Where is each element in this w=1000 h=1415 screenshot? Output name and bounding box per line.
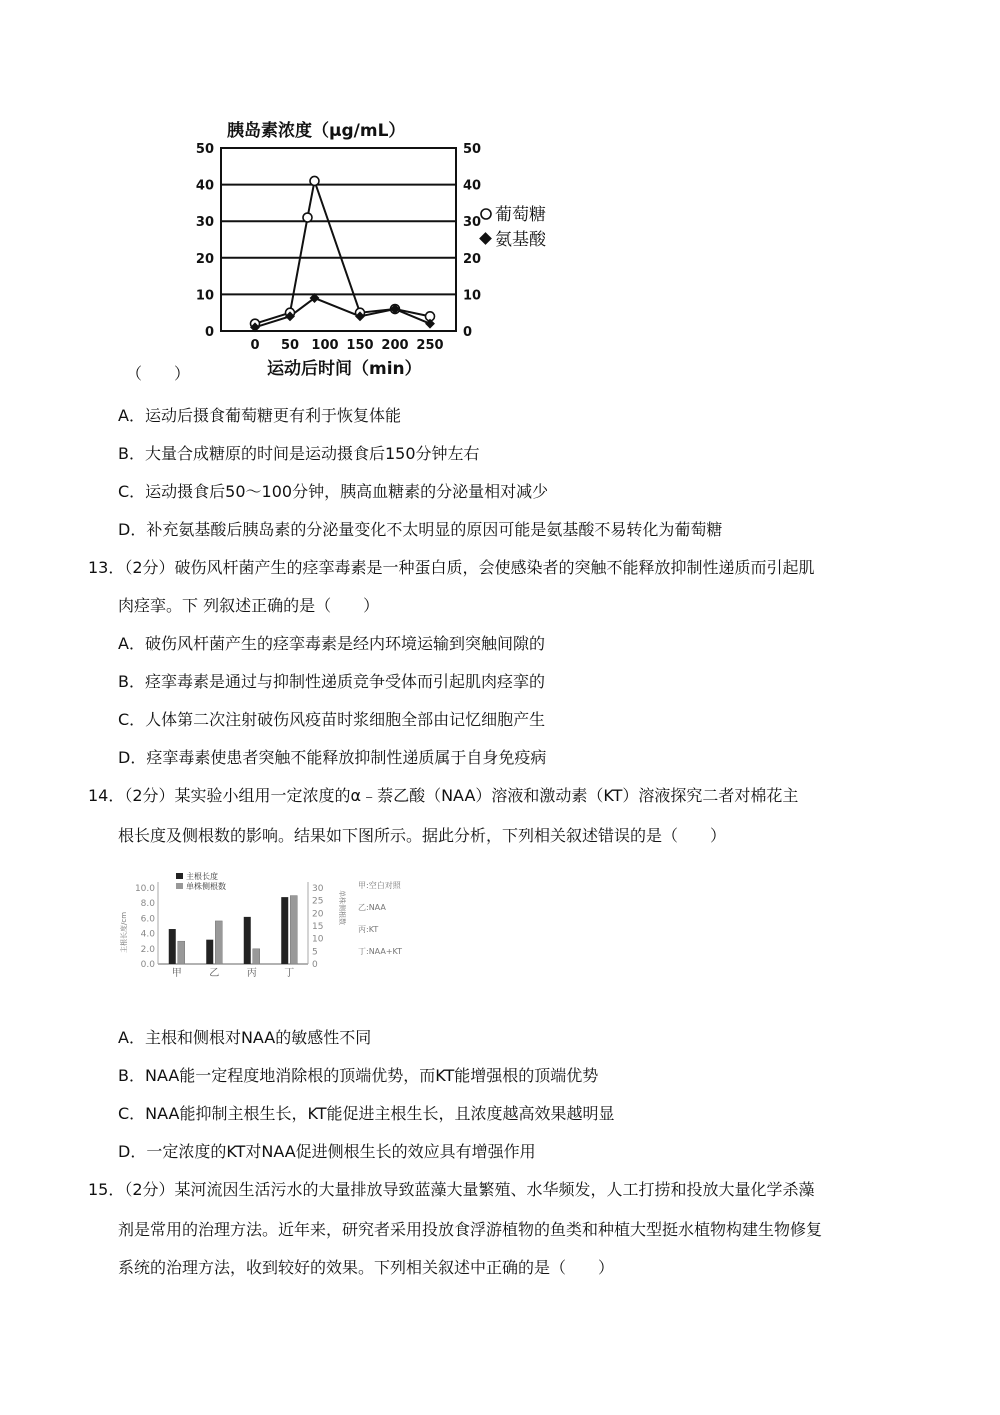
root-bar-chart bbox=[118, 868, 448, 993]
chart2-y-tick-label: 10.0 bbox=[134, 884, 155, 894]
legend-main-root-label: 主根长度 bbox=[186, 872, 218, 881]
main-root-bar bbox=[206, 940, 213, 964]
q13-option-b: B．痉挛毒素是通过与抑制性递质竞争受体而引起肌肉痉挛的 bbox=[118, 672, 545, 691]
chart2-x-tick-label: 丙 bbox=[246, 968, 257, 979]
chart2-y-tick-label-right: 15 bbox=[312, 922, 324, 932]
chart2-x-tick-label: 甲 bbox=[171, 968, 182, 979]
q13-option-c: C．人体第二次注射破伤风疫苗时浆细胞全部由记忆细胞产生 bbox=[118, 710, 546, 729]
q15-stem-line2: 剂是常用的治理方法。近年来，研究者采用投放食浮游植物的鱼类和种植大型挺水植物构建生物修复 bbox=[118, 1220, 823, 1239]
chart2-y-tick-label: 2.0 bbox=[140, 944, 155, 955]
amino-series-line bbox=[255, 298, 430, 327]
chart1-y-tick-label: 0 bbox=[204, 325, 214, 340]
legend-amino-marker bbox=[479, 232, 492, 245]
chart1-y-tick-label-right: 10 bbox=[463, 288, 482, 304]
q14-option-b: B．NAA能一定程度地消除根的顶端优势，而KT能增强根的顶端优势 bbox=[118, 1066, 599, 1085]
chart1-frame bbox=[221, 148, 456, 331]
chart2-legend bbox=[176, 871, 226, 891]
legend-lateral-root-label: 单株侧根数 bbox=[186, 882, 226, 891]
chart2-x-tick-label: 乙 bbox=[209, 968, 220, 979]
chart1-x-tick-label: 250 bbox=[416, 338, 444, 353]
chart1-x-tick-label: 50 bbox=[280, 338, 300, 353]
chart1-title: 胰岛素浓度（μg/mL） bbox=[227, 121, 406, 141]
legend-glucose-marker bbox=[481, 209, 491, 219]
legend-amino-label: 氨基酸 bbox=[495, 230, 546, 250]
chart2-y-ticks-right bbox=[312, 884, 324, 970]
q12-option-c: C．运动摄食后50〜100分钟，胰高血糖素的分泌量相对减少 bbox=[118, 482, 549, 501]
chart1-x-tick-label: 200 bbox=[381, 338, 409, 353]
q13-stem-line1: 13．（2分）破伤风杆菌产生的痉挛毒素是一种蛋白质，会使感染者的突触不能释放抑制性递质而引起肌 bbox=[88, 558, 815, 577]
chart1-y-tick-label-right: 40 bbox=[463, 178, 482, 194]
chart2-group-key bbox=[358, 880, 402, 956]
lateral-root-bar bbox=[253, 949, 260, 964]
chart1-y-tick-label: 20 bbox=[195, 251, 214, 267]
chart1-y-tick-label: 30 bbox=[195, 215, 214, 231]
q14-option-a: A．主根和侧根对NAA的敏感性不同 bbox=[118, 1028, 372, 1047]
chart1-y-tick-label-right: 0 bbox=[463, 325, 473, 340]
q14-option-d: D．一定浓度的KT对NAA促进侧根生长的效应具有增强作用 bbox=[118, 1142, 536, 1161]
chart2-right-axis-label: 单株侧根数 bbox=[338, 890, 346, 925]
q12-option-a: A．运动后摄食葡萄糖更有利于恢复体能 bbox=[118, 406, 401, 425]
chart2-y-tick-label: 4.0 bbox=[140, 929, 155, 940]
chart1-x-tick-label: 0 bbox=[250, 338, 260, 353]
main-root-bar bbox=[169, 929, 176, 964]
chart2-y-ticks-left bbox=[135, 884, 155, 970]
legend-lateral-root-swatch bbox=[176, 883, 183, 889]
chart1-x-tick-label: 150 bbox=[346, 338, 374, 353]
legend-glucose-label: 葡萄糖 bbox=[495, 205, 546, 225]
chart2-y-tick-label: 8.0 bbox=[140, 899, 155, 910]
key-bing: 丙:KT bbox=[358, 925, 379, 934]
key-yi: 乙:NAA bbox=[358, 903, 386, 912]
key-jia: 甲:空白对照 bbox=[358, 881, 401, 890]
legend-main-root-swatch bbox=[176, 873, 183, 879]
chart1-y-tick-label-right: 30 bbox=[463, 215, 482, 231]
chart2-y-tick-label: 6.0 bbox=[140, 914, 155, 925]
chart1-x-label: 运动后时间（min） bbox=[267, 359, 422, 379]
chart1-y-tick-label-right: 50 bbox=[463, 142, 482, 157]
chart1-y-tick-label: 40 bbox=[195, 178, 214, 194]
key-ding: 丁:NAA+KT bbox=[358, 947, 403, 956]
chart2-bars bbox=[169, 896, 298, 964]
q13-option-a: A．破伤风杆菌产生的痉挛毒素是经内环境运输到突触间隙的 bbox=[118, 634, 545, 653]
chart2-x-tick-label: 丁 bbox=[284, 968, 295, 979]
chart2-y-tick-label-right: 20 bbox=[312, 909, 324, 920]
chart2-y-tick-label-right: 5 bbox=[312, 947, 318, 958]
q14-stem-line1: 14．（2分）某实验小组用一定浓度的α﹣萘乙酸（NAA）溶液和激动素（KT）溶液探究二者对棉花主 bbox=[88, 786, 799, 805]
q12-option-b: B．大量合成糖原的时间是运动摄食后150分钟左右 bbox=[118, 444, 480, 463]
chart2-y-tick-label-right: 25 bbox=[312, 896, 324, 907]
insulin-line-chart bbox=[190, 110, 546, 385]
glucose-series-line bbox=[255, 181, 430, 324]
chart1-series bbox=[250, 176, 435, 332]
main-root-bar bbox=[244, 917, 251, 964]
chart1-y-ticks-right bbox=[463, 142, 481, 340]
chart1-y-tick-label: 10 bbox=[195, 288, 214, 304]
q15-stem-line3: 系统的治理方法，收到较好的效果。下列相关叙述中正确的是（ ） bbox=[118, 1258, 615, 1277]
chart1-y-tick-label: 50 bbox=[195, 142, 214, 157]
chart1-y-tick-label-right: 20 bbox=[463, 251, 482, 267]
q13-stem-line2: 肉痉挛。下 列叙述正确的是（ ） bbox=[118, 596, 380, 615]
lateral-root-bar bbox=[178, 941, 185, 964]
chart1-x-ticks bbox=[250, 338, 443, 353]
chart2-y-tick-label-right: 10 bbox=[312, 934, 324, 945]
lateral-root-bar bbox=[290, 896, 297, 964]
q15-stem-line1: 15．（2分）某河流因生活污水的大量排放导致蓝藻大量繁殖、水华频发，人工打捞和投放大量化学杀藻 bbox=[88, 1180, 815, 1199]
q13-option-d: D．痉挛毒素使患者突触不能释放抑制性递质属于自身免疫病 bbox=[118, 748, 547, 767]
chart1-x-tick-label: 100 bbox=[311, 338, 339, 353]
chart2-left-axis-label: 主根长度/cm bbox=[120, 911, 128, 953]
chart2-x-ticks bbox=[172, 967, 295, 979]
glucose-point bbox=[303, 213, 312, 222]
chart1-grid bbox=[221, 148, 456, 331]
q14-stem-line2: 根长度及侧根数的影响。结果如下图所示。据此分析，下列相关叙述错误的是（ ） bbox=[118, 826, 727, 845]
chart2-y-tick-label-right: 30 bbox=[312, 884, 324, 894]
glucose-point bbox=[310, 176, 319, 185]
q14-option-c: C．NAA能抑制主根生长，KT能促进主根生长，且浓度越高效果越明显 bbox=[118, 1104, 615, 1123]
chart1-legend bbox=[479, 205, 547, 250]
lateral-root-bar bbox=[215, 921, 222, 964]
chart1-y-ticks bbox=[196, 142, 214, 340]
chart2-y-tick-label: 0.0 bbox=[140, 960, 155, 970]
q12-answer-paren: （ ） bbox=[126, 364, 191, 383]
main-root-bar bbox=[281, 897, 288, 964]
chart2-y-tick-label-right: 0 bbox=[312, 960, 318, 970]
q12-option-d: D．补充氨基酸后胰岛素的分泌量变化不太明显的原因可能是氨基酸不易转化为葡萄糖 bbox=[118, 520, 723, 539]
